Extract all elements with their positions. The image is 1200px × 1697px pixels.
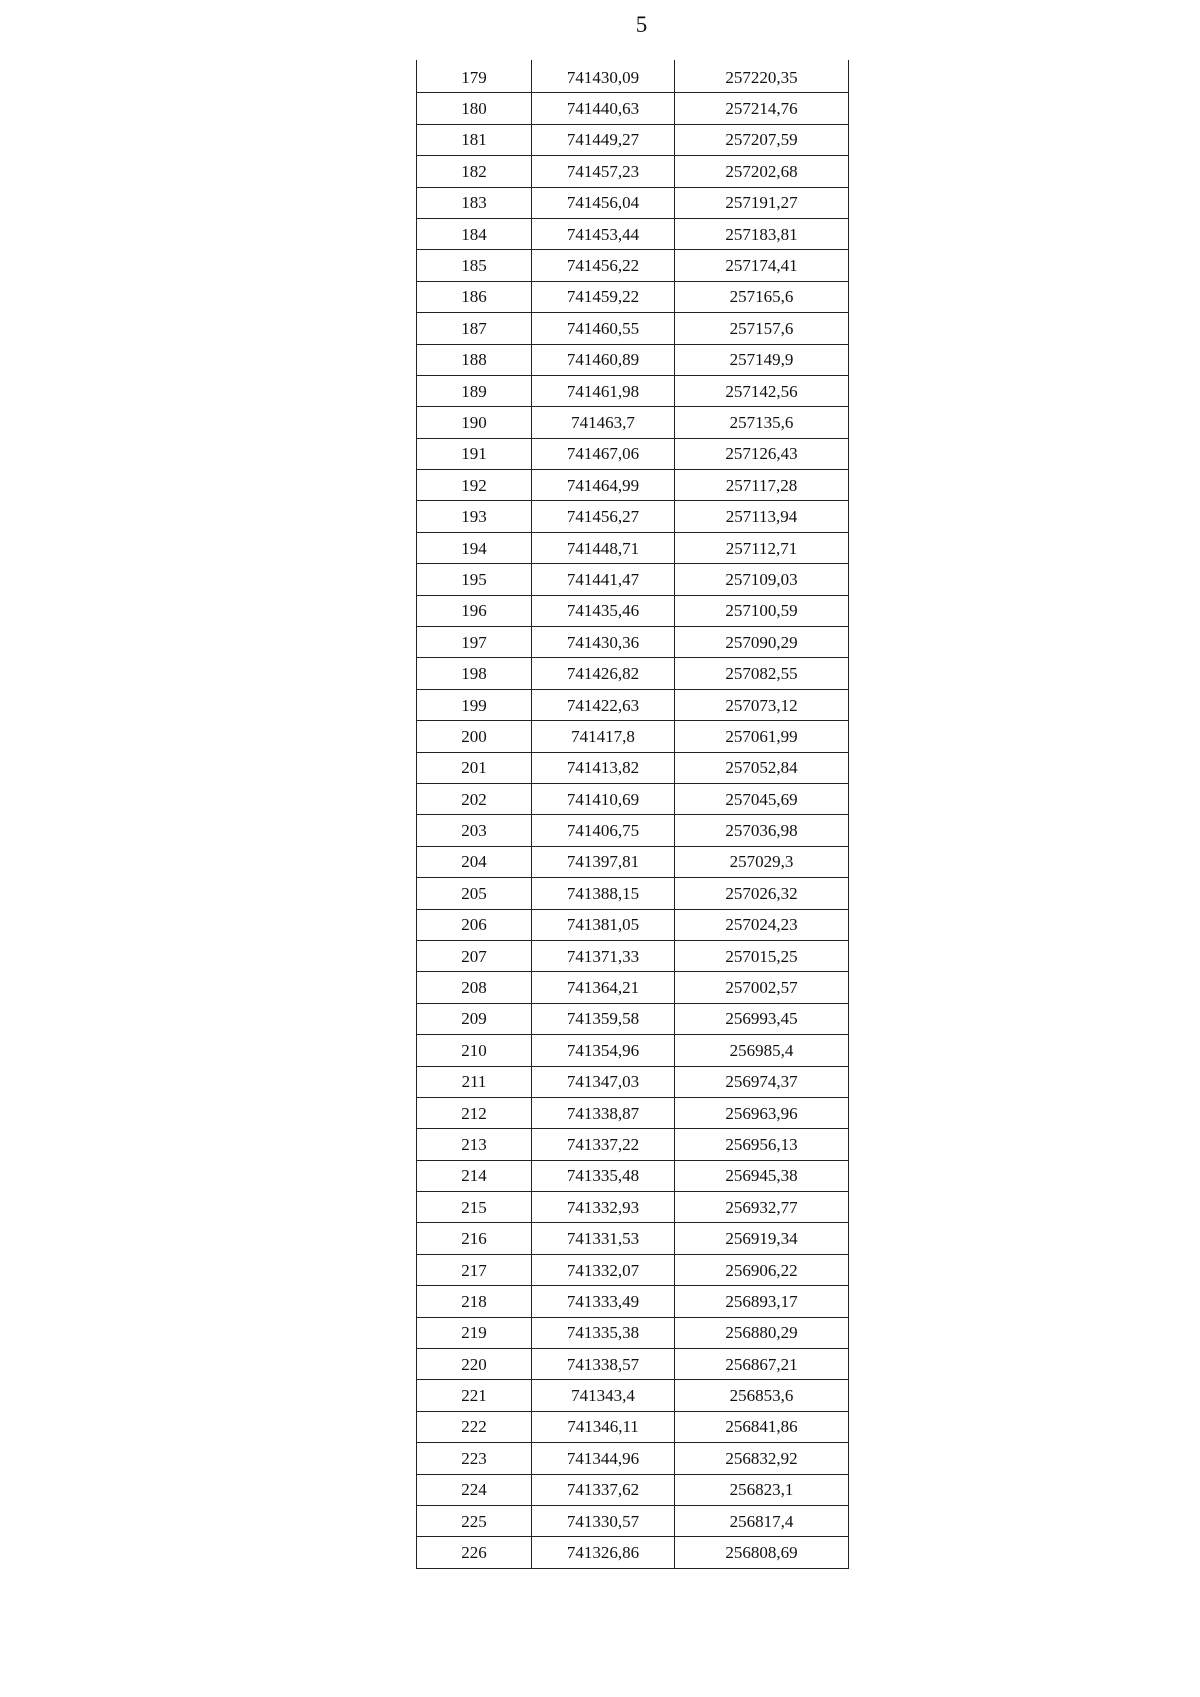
table-row: [417, 783, 849, 814]
point-number-cell: 199: [417, 689, 532, 720]
point-number-cell: 206: [417, 909, 532, 940]
y-coordinate-cell: 257191,27: [675, 187, 849, 218]
x-coordinate-cell: 741464,99: [532, 470, 675, 501]
y-coordinate-cell: 257029,3: [675, 846, 849, 877]
x-coordinate-cell: 741331,53: [532, 1223, 675, 1254]
table-row: [417, 187, 849, 218]
x-coordinate-cell: 741338,57: [532, 1349, 675, 1380]
y-coordinate-cell: 257061,99: [675, 721, 849, 752]
table-row: [417, 595, 849, 626]
point-number-cell: 212: [417, 1097, 532, 1128]
x-coordinate-cell: 741417,8: [532, 721, 675, 752]
table-row: [417, 721, 849, 752]
x-coordinate-cell: 741460,89: [532, 344, 675, 375]
y-coordinate-cell: 257135,6: [675, 407, 849, 438]
y-coordinate-cell: 256853,6: [675, 1380, 849, 1411]
table-row: [417, 1537, 849, 1568]
table-row: [417, 940, 849, 971]
table-row: [417, 1066, 849, 1097]
table-row: [417, 438, 849, 469]
x-coordinate-cell: 741337,62: [532, 1474, 675, 1505]
point-number-cell: 219: [417, 1317, 532, 1348]
point-number-cell: 185: [417, 250, 532, 281]
y-coordinate-cell: 256841,86: [675, 1411, 849, 1442]
point-number-cell: 209: [417, 1003, 532, 1034]
x-coordinate-cell: 741326,86: [532, 1537, 675, 1568]
table-row: [417, 1349, 849, 1380]
y-coordinate-cell: 257015,25: [675, 940, 849, 971]
point-number-cell: 195: [417, 564, 532, 595]
y-coordinate-cell: 257090,29: [675, 627, 849, 658]
point-number-cell: 201: [417, 752, 532, 783]
table-row: [417, 156, 849, 187]
point-number-cell: 191: [417, 438, 532, 469]
point-number-cell: 225: [417, 1505, 532, 1536]
table-row: [417, 1003, 849, 1034]
table-row: [417, 1129, 849, 1160]
point-number-cell: 216: [417, 1223, 532, 1254]
y-coordinate-cell: 257126,43: [675, 438, 849, 469]
table-row: [417, 250, 849, 281]
x-coordinate-cell: 741440,63: [532, 93, 675, 124]
x-coordinate-cell: 741456,27: [532, 501, 675, 532]
point-number-cell: 187: [417, 313, 532, 344]
y-coordinate-cell: 256832,92: [675, 1443, 849, 1474]
x-coordinate-cell: 741460,55: [532, 313, 675, 344]
point-number-cell: 217: [417, 1254, 532, 1285]
x-coordinate-cell: 741456,04: [532, 187, 675, 218]
y-coordinate-cell: 256867,21: [675, 1349, 849, 1380]
y-coordinate-cell: 257109,03: [675, 564, 849, 595]
point-number-cell: 181: [417, 124, 532, 155]
x-coordinate-cell: 741364,21: [532, 972, 675, 1003]
y-coordinate-cell: 257220,35: [675, 60, 849, 93]
table-row: [417, 1192, 849, 1223]
y-coordinate-cell: 257052,84: [675, 752, 849, 783]
table-row: [417, 909, 849, 940]
y-coordinate-cell: 256963,96: [675, 1097, 849, 1128]
y-coordinate-cell: 257174,41: [675, 250, 849, 281]
table-row: [417, 344, 849, 375]
x-coordinate-cell: 741430,09: [532, 60, 675, 93]
table-row: [417, 564, 849, 595]
x-coordinate-cell: 741332,07: [532, 1254, 675, 1285]
point-number-cell: 222: [417, 1411, 532, 1442]
table-row: [417, 281, 849, 312]
table-row: [417, 1505, 849, 1536]
x-coordinate-cell: 741338,87: [532, 1097, 675, 1128]
x-coordinate-cell: 741457,23: [532, 156, 675, 187]
table-row: [417, 1035, 849, 1066]
y-coordinate-cell: 256893,17: [675, 1286, 849, 1317]
x-coordinate-cell: 741346,11: [532, 1411, 675, 1442]
y-coordinate-cell: 256906,22: [675, 1254, 849, 1285]
point-number-cell: 211: [417, 1066, 532, 1097]
x-coordinate-cell: 741463,7: [532, 407, 675, 438]
x-coordinate-cell: 741333,49: [532, 1286, 675, 1317]
table-row: [417, 627, 849, 658]
y-coordinate-cell: 257073,12: [675, 689, 849, 720]
point-number-cell: 205: [417, 878, 532, 909]
point-number-cell: 180: [417, 93, 532, 124]
table-row: [417, 972, 849, 1003]
point-number-cell: 184: [417, 218, 532, 249]
coordinates-table-body: [417, 60, 849, 1568]
x-coordinate-cell: 741354,96: [532, 1035, 675, 1066]
x-coordinate-cell: 741459,22: [532, 281, 675, 312]
x-coordinate-cell: 741410,69: [532, 783, 675, 814]
point-number-cell: 194: [417, 532, 532, 563]
x-coordinate-cell: 741456,22: [532, 250, 675, 281]
table-row: [417, 1223, 849, 1254]
y-coordinate-cell: 256880,29: [675, 1317, 849, 1348]
x-coordinate-cell: 741430,36: [532, 627, 675, 658]
point-number-cell: 182: [417, 156, 532, 187]
y-coordinate-cell: 256945,38: [675, 1160, 849, 1191]
y-coordinate-cell: 257113,94: [675, 501, 849, 532]
table-row: [417, 1097, 849, 1128]
point-number-cell: 207: [417, 940, 532, 971]
x-coordinate-cell: 741359,58: [532, 1003, 675, 1034]
point-number-cell: 193: [417, 501, 532, 532]
y-coordinate-cell: 257142,56: [675, 375, 849, 406]
table-row: [417, 218, 849, 249]
y-coordinate-cell: 257183,81: [675, 218, 849, 249]
y-coordinate-cell: 256808,69: [675, 1537, 849, 1568]
y-coordinate-cell: 257117,28: [675, 470, 849, 501]
y-coordinate-cell: 256919,34: [675, 1223, 849, 1254]
x-coordinate-cell: 741388,15: [532, 878, 675, 909]
table-row: [417, 501, 849, 532]
table-row: [417, 93, 849, 124]
x-coordinate-cell: 741347,03: [532, 1066, 675, 1097]
table-row: [417, 1254, 849, 1285]
table-row: [417, 470, 849, 501]
y-coordinate-cell: 256974,37: [675, 1066, 849, 1097]
x-coordinate-cell: 741435,46: [532, 595, 675, 626]
y-coordinate-cell: 257112,71: [675, 532, 849, 563]
point-number-cell: 214: [417, 1160, 532, 1191]
x-coordinate-cell: 741448,71: [532, 532, 675, 563]
table-row: [417, 846, 849, 877]
y-coordinate-cell: 257202,68: [675, 156, 849, 187]
table-row: [417, 313, 849, 344]
y-coordinate-cell: 257149,9: [675, 344, 849, 375]
x-coordinate-cell: 741461,98: [532, 375, 675, 406]
point-number-cell: 179: [417, 60, 532, 93]
x-coordinate-cell: 741337,22: [532, 1129, 675, 1160]
point-number-cell: 188: [417, 344, 532, 375]
y-coordinate-cell: 256993,45: [675, 1003, 849, 1034]
point-number-cell: 226: [417, 1537, 532, 1568]
y-coordinate-cell: 256985,4: [675, 1035, 849, 1066]
point-number-cell: 208: [417, 972, 532, 1003]
y-coordinate-cell: 257157,6: [675, 313, 849, 344]
point-number-cell: 218: [417, 1286, 532, 1317]
point-number-cell: 189: [417, 375, 532, 406]
table-row: [417, 1380, 849, 1411]
x-coordinate-cell: 741371,33: [532, 940, 675, 971]
x-coordinate-cell: 741406,75: [532, 815, 675, 846]
x-coordinate-cell: 741453,44: [532, 218, 675, 249]
y-coordinate-cell: 257100,59: [675, 595, 849, 626]
y-coordinate-cell: 257082,55: [675, 658, 849, 689]
point-number-cell: 192: [417, 470, 532, 501]
point-number-cell: 198: [417, 658, 532, 689]
point-number-cell: 221: [417, 1380, 532, 1411]
table-row: [417, 1286, 849, 1317]
x-coordinate-cell: 741335,48: [532, 1160, 675, 1191]
y-coordinate-cell: 256823,1: [675, 1474, 849, 1505]
x-coordinate-cell: 741426,82: [532, 658, 675, 689]
table-row: [417, 1411, 849, 1442]
x-coordinate-cell: 741413,82: [532, 752, 675, 783]
y-coordinate-cell: 257002,57: [675, 972, 849, 1003]
y-coordinate-cell: 257036,98: [675, 815, 849, 846]
table-row: [417, 1160, 849, 1191]
x-coordinate-cell: 741441,47: [532, 564, 675, 595]
x-coordinate-cell: 741330,57: [532, 1505, 675, 1536]
page-number: 5: [635, 12, 648, 37]
point-number-cell: 215: [417, 1192, 532, 1223]
y-coordinate-cell: 257026,32: [675, 878, 849, 909]
point-number-cell: 203: [417, 815, 532, 846]
point-number-cell: 220: [417, 1349, 532, 1380]
point-number-cell: 224: [417, 1474, 532, 1505]
y-coordinate-cell: 257165,6: [675, 281, 849, 312]
x-coordinate-cell: 741381,05: [532, 909, 675, 940]
y-coordinate-cell: 256932,77: [675, 1192, 849, 1223]
x-coordinate-cell: 741332,93: [532, 1192, 675, 1223]
table-row: [417, 878, 849, 909]
table-row: [417, 658, 849, 689]
y-coordinate-cell: 256956,13: [675, 1129, 849, 1160]
table-row: [417, 1474, 849, 1505]
point-number-cell: 196: [417, 595, 532, 626]
x-coordinate-cell: 741449,27: [532, 124, 675, 155]
x-coordinate-cell: 741422,63: [532, 689, 675, 720]
table-row: [417, 1443, 849, 1474]
y-coordinate-cell: 257207,59: [675, 124, 849, 155]
table-row: [417, 815, 849, 846]
table-row: [417, 375, 849, 406]
x-coordinate-cell: 741344,96: [532, 1443, 675, 1474]
point-number-cell: 200: [417, 721, 532, 752]
x-coordinate-cell: 741467,06: [532, 438, 675, 469]
x-coordinate-cell: 741335,38: [532, 1317, 675, 1348]
table-row: [417, 752, 849, 783]
point-number-cell: 210: [417, 1035, 532, 1066]
point-number-cell: 204: [417, 846, 532, 877]
table-row: [417, 1317, 849, 1348]
y-coordinate-cell: 257045,69: [675, 783, 849, 814]
table-row: [417, 124, 849, 155]
x-coordinate-cell: 741397,81: [532, 846, 675, 877]
table-row: [417, 60, 849, 93]
point-number-cell: 223: [417, 1443, 532, 1474]
table-row: [417, 532, 849, 563]
point-number-cell: 183: [417, 187, 532, 218]
point-number-cell: 186: [417, 281, 532, 312]
table-row: [417, 407, 849, 438]
point-number-cell: 213: [417, 1129, 532, 1160]
y-coordinate-cell: 256817,4: [675, 1505, 849, 1536]
table-row: [417, 689, 849, 720]
coordinates-table: [416, 60, 849, 1569]
point-number-cell: 202: [417, 783, 532, 814]
point-number-cell: 190: [417, 407, 532, 438]
point-number-cell: 197: [417, 627, 532, 658]
y-coordinate-cell: 257214,76: [675, 93, 849, 124]
x-coordinate-cell: 741343,4: [532, 1380, 675, 1411]
y-coordinate-cell: 257024,23: [675, 909, 849, 940]
